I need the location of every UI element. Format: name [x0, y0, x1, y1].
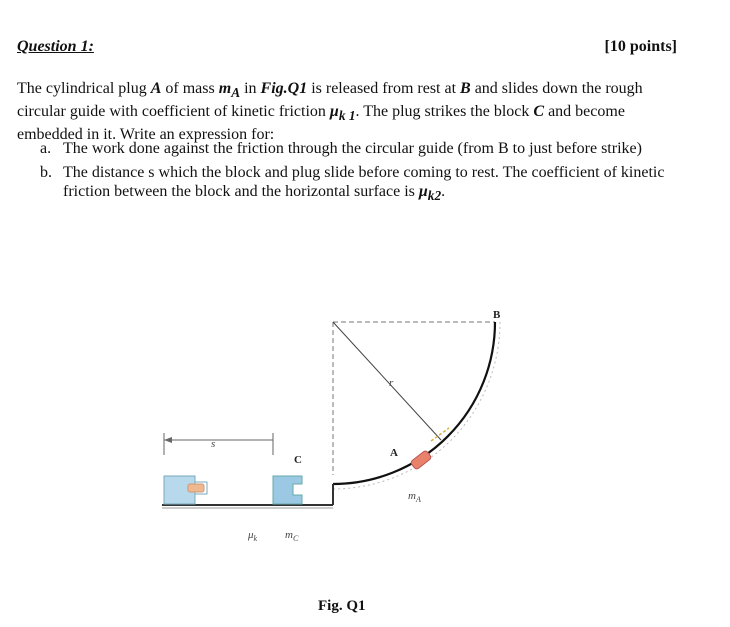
mu-subscript: k 1 [338, 108, 356, 124]
mass-symbol: m [218, 80, 232, 97]
part-b-mu-subscript: k2 [427, 188, 442, 204]
intro-text-6: . The plug strikes the block [355, 103, 534, 121]
label-mc-symbol: m [285, 529, 293, 541]
label-c: C [294, 454, 302, 466]
part-b-end: . [441, 183, 446, 200]
block-label: C [533, 103, 545, 121]
question-intro [17, 79, 677, 144]
block-c [273, 476, 302, 504]
label-ma [408, 490, 421, 504]
figure-reference: Fig.Q1 [260, 80, 308, 97]
figure-caption: Fig. Q1 [318, 598, 366, 614]
part-a-text: The work done against the friction through the circular guide (from B to just before strike) [63, 140, 642, 157]
label-mu-k [247, 529, 258, 543]
label-mu-symbol: μ [248, 529, 254, 541]
question-points: [10 points] [604, 38, 677, 55]
question-title: Question 1: [17, 38, 94, 55]
intro-text-2: of mass [161, 80, 219, 97]
label-a: A [390, 447, 398, 459]
question-parts [40, 139, 680, 210]
plug-a [410, 450, 432, 470]
point-b-label: B [460, 80, 471, 97]
mu-symbol: μ [329, 103, 339, 121]
part-b [40, 163, 680, 205]
part-a [40, 139, 680, 158]
mass-subscript: A [231, 85, 241, 101]
intro-text-4: is released from rest at [307, 80, 461, 97]
part-b-letter: b. [40, 164, 52, 181]
label-r: r [389, 377, 394, 389]
figure-q1-diagram [150, 300, 550, 550]
label-mc [285, 529, 299, 543]
intro-text-7: and become embedded in it. Write an expression for: [17, 103, 625, 144]
label-ma-sub: A [415, 495, 421, 504]
label-b: B [493, 309, 501, 321]
s-arrow-left [164, 437, 172, 443]
label-ma-symbol: m [408, 490, 416, 502]
intro-text-5: and slides down the rough circular guide with coefficient of kinetic friction [17, 80, 643, 121]
label-s: s [211, 438, 216, 450]
label-mc-sub: C [292, 534, 299, 543]
plug-label: A [150, 80, 162, 97]
part-b-text: The distance s which the block and plug slide before coming to rest. The coefficient of kinetic friction between the block and the horizontal surface is [63, 164, 665, 200]
label-mu-sub: k [253, 534, 258, 543]
part-a-letter: a. [40, 140, 52, 157]
intro-text-3: in [240, 80, 261, 97]
part-b-mu: μ [418, 183, 428, 200]
block-with-plug [164, 476, 207, 504]
radius-line [333, 322, 441, 440]
intro-text-1: The cylindrical plug [17, 80, 151, 97]
